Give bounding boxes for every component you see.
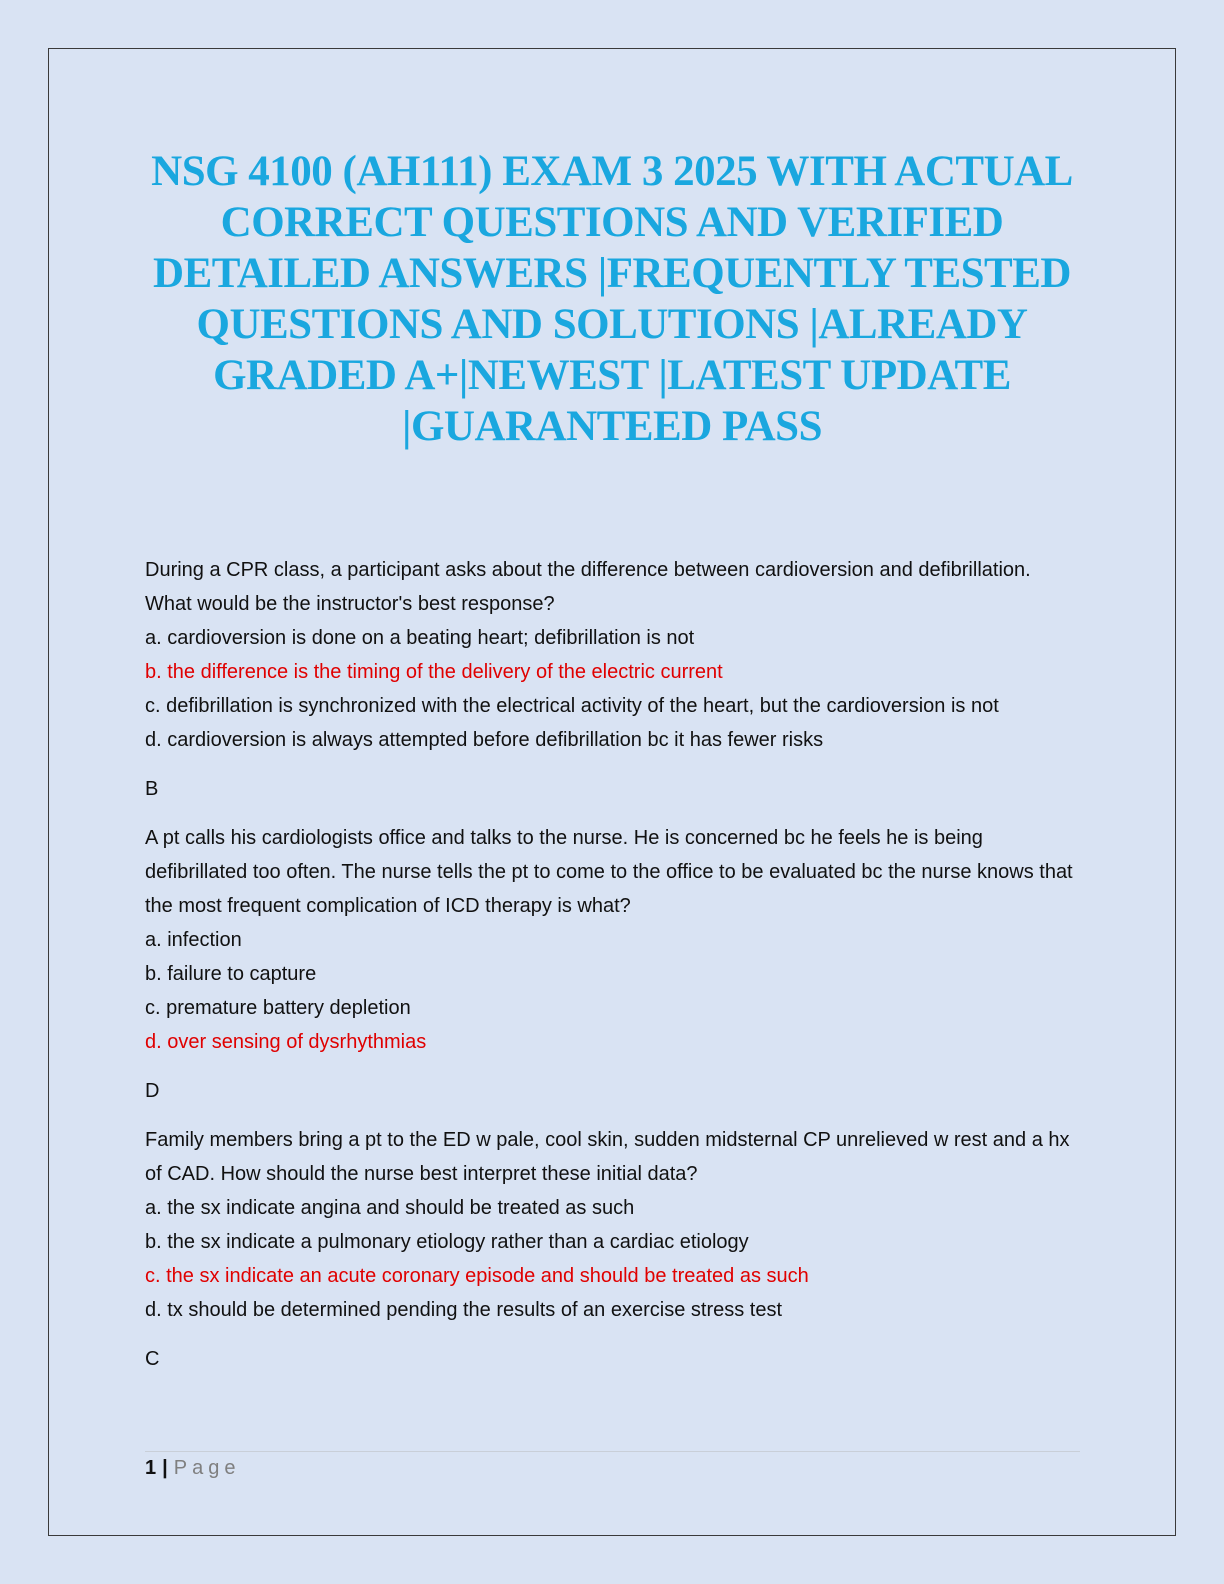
page-footer — [145, 1454, 240, 1482]
question-2 — [145, 821, 1080, 1108]
question-stem: Family members bring a pt to the ED w pale, cool skin, sudden midsternal CP unrelieved w rest and a hx of CAD. How should the nurse best interpret these initial data? — [145, 1129, 1070, 1185]
answer-option-c: c. premature battery depletion — [145, 997, 411, 1019]
answer-option-b: b. the sx indicate a pulmonary etiology rather than a cardiac etiology — [145, 1231, 749, 1253]
footer-separator: | — [162, 1457, 168, 1479]
answer-key: C — [145, 1348, 160, 1370]
answer-option-d: d. tx should be determined pending the results of an exercise stress test — [145, 1299, 783, 1321]
answer-option-c-correct: c. the sx indicate an acute coronary episode and should be treated as such — [145, 1265, 809, 1287]
footer-divider — [145, 1451, 1080, 1452]
answer-option-b: b. failure to capture — [145, 963, 317, 985]
question-list — [145, 553, 1080, 1391]
answer-option-c: c. defibrillation is synchronized with the electrical activity of the heart, but the cardioversion is not — [145, 695, 999, 717]
answer-option-d: d. cardioversion is always attempted before defibrillation bc it has fewer risks — [145, 729, 824, 751]
page-label: Page — [173, 1457, 241, 1479]
answer-key: D — [145, 1080, 160, 1102]
answer-option-a: a. the sx indicate angina and should be treated as such — [145, 1197, 635, 1219]
page-number: 1 — [145, 1457, 157, 1479]
question-stem: During a CPR class, a participant asks about the difference between cardioversion and defibrillation. What would be the instructor's best response? — [145, 559, 1031, 615]
question-1 — [145, 553, 1080, 806]
answer-option-a: a. cardioversion is done on a beating heart; defibrillation is not — [145, 627, 695, 649]
answer-option-b-correct: b. the difference is the timing of the delivery of the electric current — [145, 661, 723, 683]
question-stem: A pt calls his cardiologists office and talks to the nurse. He is concerned bc he feels he is being defibrillated too often. The nurse tells the pt to come to the office to be evaluated bc the nurse knows that the most frequent complication of ICD therapy is what? — [145, 827, 1073, 917]
answer-option-a: a. infection — [145, 929, 242, 951]
answer-option-d-correct: d. over sensing of dysrhythmias — [145, 1031, 427, 1053]
question-3 — [145, 1123, 1080, 1376]
document-title: NSG 4100 (AH111) EXAM 3 2025 WITH ACTUAL CORRECT QUESTIONS AND VERIFIED DETAILED ANSWERS |FREQUENTLY TESTED QUESTIONS AND SOLUTIONS |ALREADY GRADED A+|NEWEST |LATEST UPDATE |GUARANTEED PASS — [151, 148, 1073, 450]
answer-key: B — [145, 778, 159, 800]
